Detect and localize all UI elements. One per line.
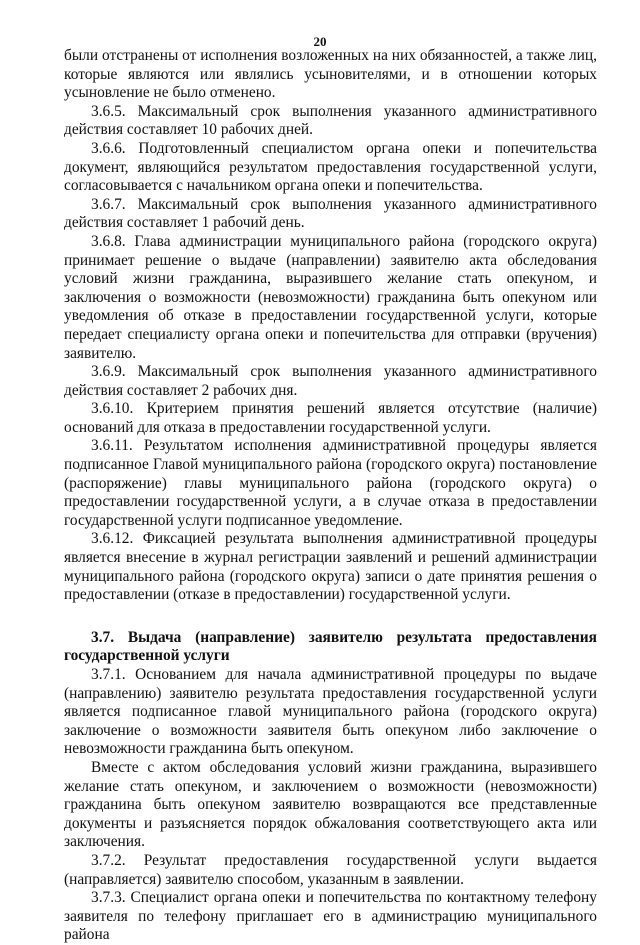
paragraph-3-6-5: 3.6.5. Максимальный срок выполнения указанного административного действия составляет 10 рабочих дней. [64, 102, 597, 139]
paragraph-3-6-9: 3.6.9. Максимальный срок выполнения указанного административного действия составляет 2 рабочих дня. [64, 363, 597, 399]
paragraph-3-6-8: 3.6.8. Глава администрации муниципального района (городского округа) принимает решение о выдаче (направлении) заявителю акта обследования условий жизни гражданина, выразившего желание стать опекуном, и заключения о возможности (невозможности) гражданина быть опекуном или уведомления об отказе в предоставлении государственной услуги, которые передает специалисту органа опеки и попечительства для отправки (вручения) заявителю. [64, 232, 597, 362]
document-body [64, 47, 597, 945]
paragraph-3-7-2: 3.7.2. Результат предоставления государственной услуги выдается (направляется) заявителю способом, указанным в заявлении. [64, 851, 597, 888]
paragraph-documents-return: Вместе с актом обследования условий жизни гражданина, выразившего желание стать опекуном, и заключением о возможности (невозможности) гражданина быть опекуном заявителю возвращаются все представленные документы и разъясняется порядок обжалования соответствующего акта или заключения. [64, 758, 597, 851]
paragraph-3-6-11: 3.6.11. Результатом исполнения административной процедуры является подписанное Главой муниципального района (городского округа) постановление (распоряжение) главы муниципального района (городского округа) о предоставлении государственной услуги, а в случае отказа в предоставлении государственной услуги подписанное уведомление. [64, 437, 597, 529]
paragraph-3-6-7: 3.6.7. Максимальный срок выполнения указанного административного действия составляет 1 рабочий день. [64, 195, 597, 232]
paragraph-3-6-12: 3.6.12. Фиксацией результата выполнения административной процедуры является внесение в журнал регистрации заявлений и решений администрации муниципального района (городского округа) записи о дате принятия решения о предоставлении (отказе в предоставлении) государственной услуги. [64, 530, 597, 604]
paragraph-3-7-3: 3.7.3. Специалист органа опеки и попечительства по контактному телефону заявителя по телефону приглашает его в администрацию муниципального района [64, 889, 597, 944]
paragraph-3-6-6: 3.6.6. Подготовленный специалистом органа опеки и попечительства документ, являющийся результатом предоставления государственной услуги, согласовывается с начальником органа опеки и попечительства. [64, 139, 597, 195]
paragraph-continuation: были отстранены от исполнения возложенных на них обязанностей, а также лиц, которые являются или являлись усыновителями, и в отношении которых усыновление не было отменено. [64, 47, 597, 102]
paragraph-3-6-10: 3.6.10. Критерием принятия решений является отсутствие (наличие) оснований для отказа в предоставлении государственной услуги. [64, 400, 597, 436]
section-heading-3-7: 3.7. Выдача (направление) заявителю результата предоставления государственной услуги [64, 628, 597, 665]
page-number: 20 [313, 34, 327, 49]
paragraph-3-7-1: 3.7.1. Основанием для начала административной процедуры по выдаче (направлению) заявителю результата предоставления государственной услуги является подписанное главой муниципального района (городского округа) заключение о возможности заявителя быть опекуном либо заключение о невозможности гражданина быть опекуном. [64, 666, 597, 758]
